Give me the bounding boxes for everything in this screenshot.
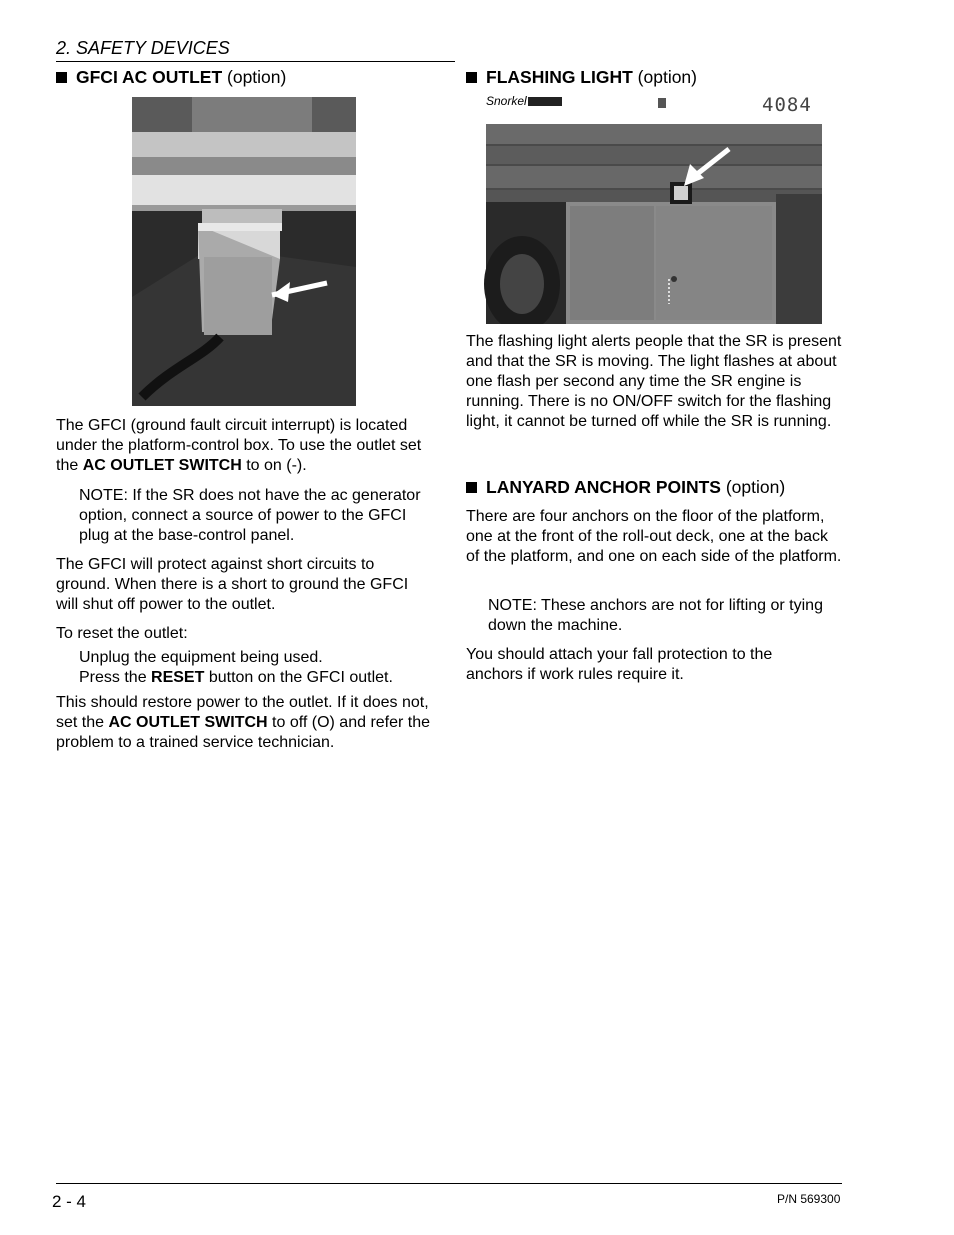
square-bullet-icon <box>466 72 477 83</box>
gfci-paragraph-1: The GFCI (ground fault circuit interrupt) is located under the platform-control box. To use the outlet set the AC OUTLET SWITCH to on (-). <box>56 417 422 474</box>
gfci-paragraph-3: This should restore power to the outlet. If it does not, set the AC OUTLET SWITCH to off (O) and refer the problem to a trained service technician. <box>56 694 431 751</box>
page-number: 2 - 4 <box>52 1192 87 1211</box>
photo-model-label: 4084 <box>762 94 812 116</box>
lanyard-note: NOTE: These anchors are not for lifting or tying down the machine. <box>488 597 823 634</box>
gfci-reset-intro: To reset the outlet: <box>56 625 188 642</box>
flashing-light-photo <box>484 94 824 324</box>
gfci-step-2: Press the RESET button on the GFCI outlet. <box>79 669 393 686</box>
lanyard-paragraph-2: You should attach your fall protection to the anchors if work rules require it. <box>466 646 773 683</box>
square-bullet-icon <box>466 482 477 493</box>
gfci-note: NOTE: If the SR does not have the ac generator option, connect a source of power to the GFCI plug at the base-control panel. <box>79 487 421 544</box>
gfci-paragraph-2: The GFCI will protect against short circuits to ground. When there is a short to ground the GFCI will shut off power to the outlet. <box>56 556 409 613</box>
footer-rule <box>56 1183 842 1184</box>
square-bullet-icon <box>56 72 67 83</box>
flashing-light-heading: FLASHING LIGHT (option) <box>466 66 846 88</box>
part-number: P/N 569300 <box>777 1192 841 1206</box>
gfci-step-1: Unplug the equipment being used. <box>79 649 323 666</box>
lanyard-paragraph-1: There are four anchors on the floor of the platform, one at the front of the roll-out deck, one at the back of the platform, and one on each side of the platform. <box>466 508 842 565</box>
lanyard-heading: LANYARD ANCHOR POINTS (option) <box>466 476 846 498</box>
header-rule <box>56 61 455 62</box>
flashing-light-paragraph: The flashing light alerts people that the SR is present and that the SR is moving. The light flashes at about one flash per second any time the SR engine is running. There is no ON/OFF switch for the flashing light, it cannot be turned off while the SR is running. <box>466 333 842 430</box>
gfci-outlet-photo <box>132 97 356 406</box>
photo-brand-label: Snorkel <box>486 94 527 108</box>
gfci-photo-image <box>132 97 356 406</box>
section-header: 2. SAFETY DEVICES <box>56 38 230 58</box>
flashing-light-photo-image <box>484 94 824 324</box>
gfci-heading: GFCI AC OUTLET (option) <box>56 66 456 88</box>
